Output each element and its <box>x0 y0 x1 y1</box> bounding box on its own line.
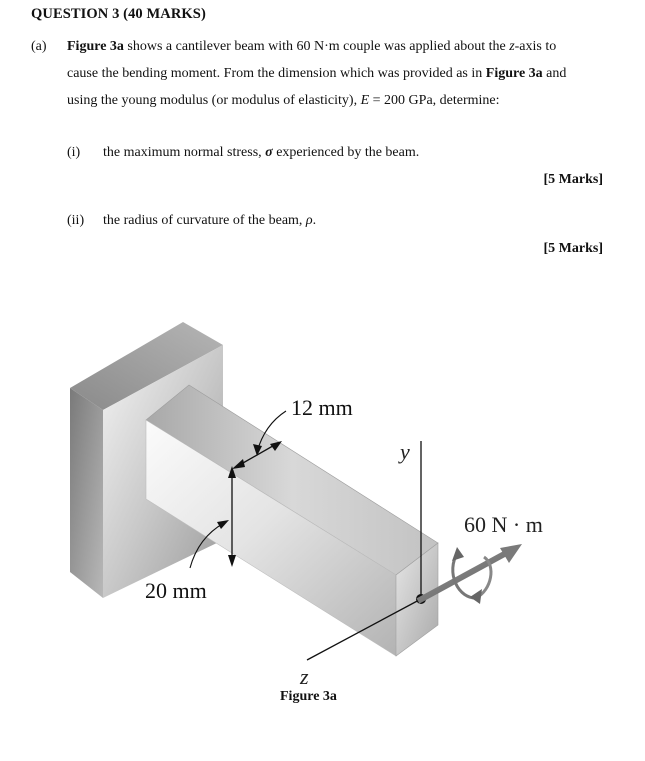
sub-question-1-text: the maximum normal stress, σ experienced by the beam. <box>103 145 420 160</box>
sub-question-1-marks: [5 Marks] <box>543 172 603 187</box>
height-label: 20 mm <box>145 578 207 603</box>
figure-ref: Figure 3a <box>67 39 124 54</box>
figure-ref: Figure 3a <box>485 66 543 81</box>
part-a-line-1: Figure 3a shows a cantilever beam with 60 N·m couple was applied about the z-axis to <box>67 39 557 54</box>
figure-caption: Figure 3a <box>280 689 337 704</box>
z-axis-label: z <box>300 664 309 685</box>
sub-question-2-number: (ii) <box>67 213 85 228</box>
part-a-line-2: cause the bending moment. From the dimension which was provided as in Figure 3a and <box>67 66 567 81</box>
beam <box>146 385 438 656</box>
moment-label: 60 N · m <box>464 512 543 537</box>
sub-question-2-text: the radius of curvature of the beam, ρ. <box>103 213 317 228</box>
y-axis-label: y <box>400 439 410 464</box>
part-a-line-3: using the young modulus (or modulus of elasticity), E = 200 GPa, determine: <box>67 93 500 108</box>
part-a-label: (a) <box>31 39 47 54</box>
sub-question-2-marks: [5 Marks] <box>543 241 603 256</box>
sub-question-1-number: (i) <box>67 145 81 160</box>
cantilever-beam-figure <box>0 300 645 685</box>
question-title: QUESTION 3 (40 MARKS) <box>31 6 206 22</box>
width-label: 12 mm <box>291 395 353 420</box>
